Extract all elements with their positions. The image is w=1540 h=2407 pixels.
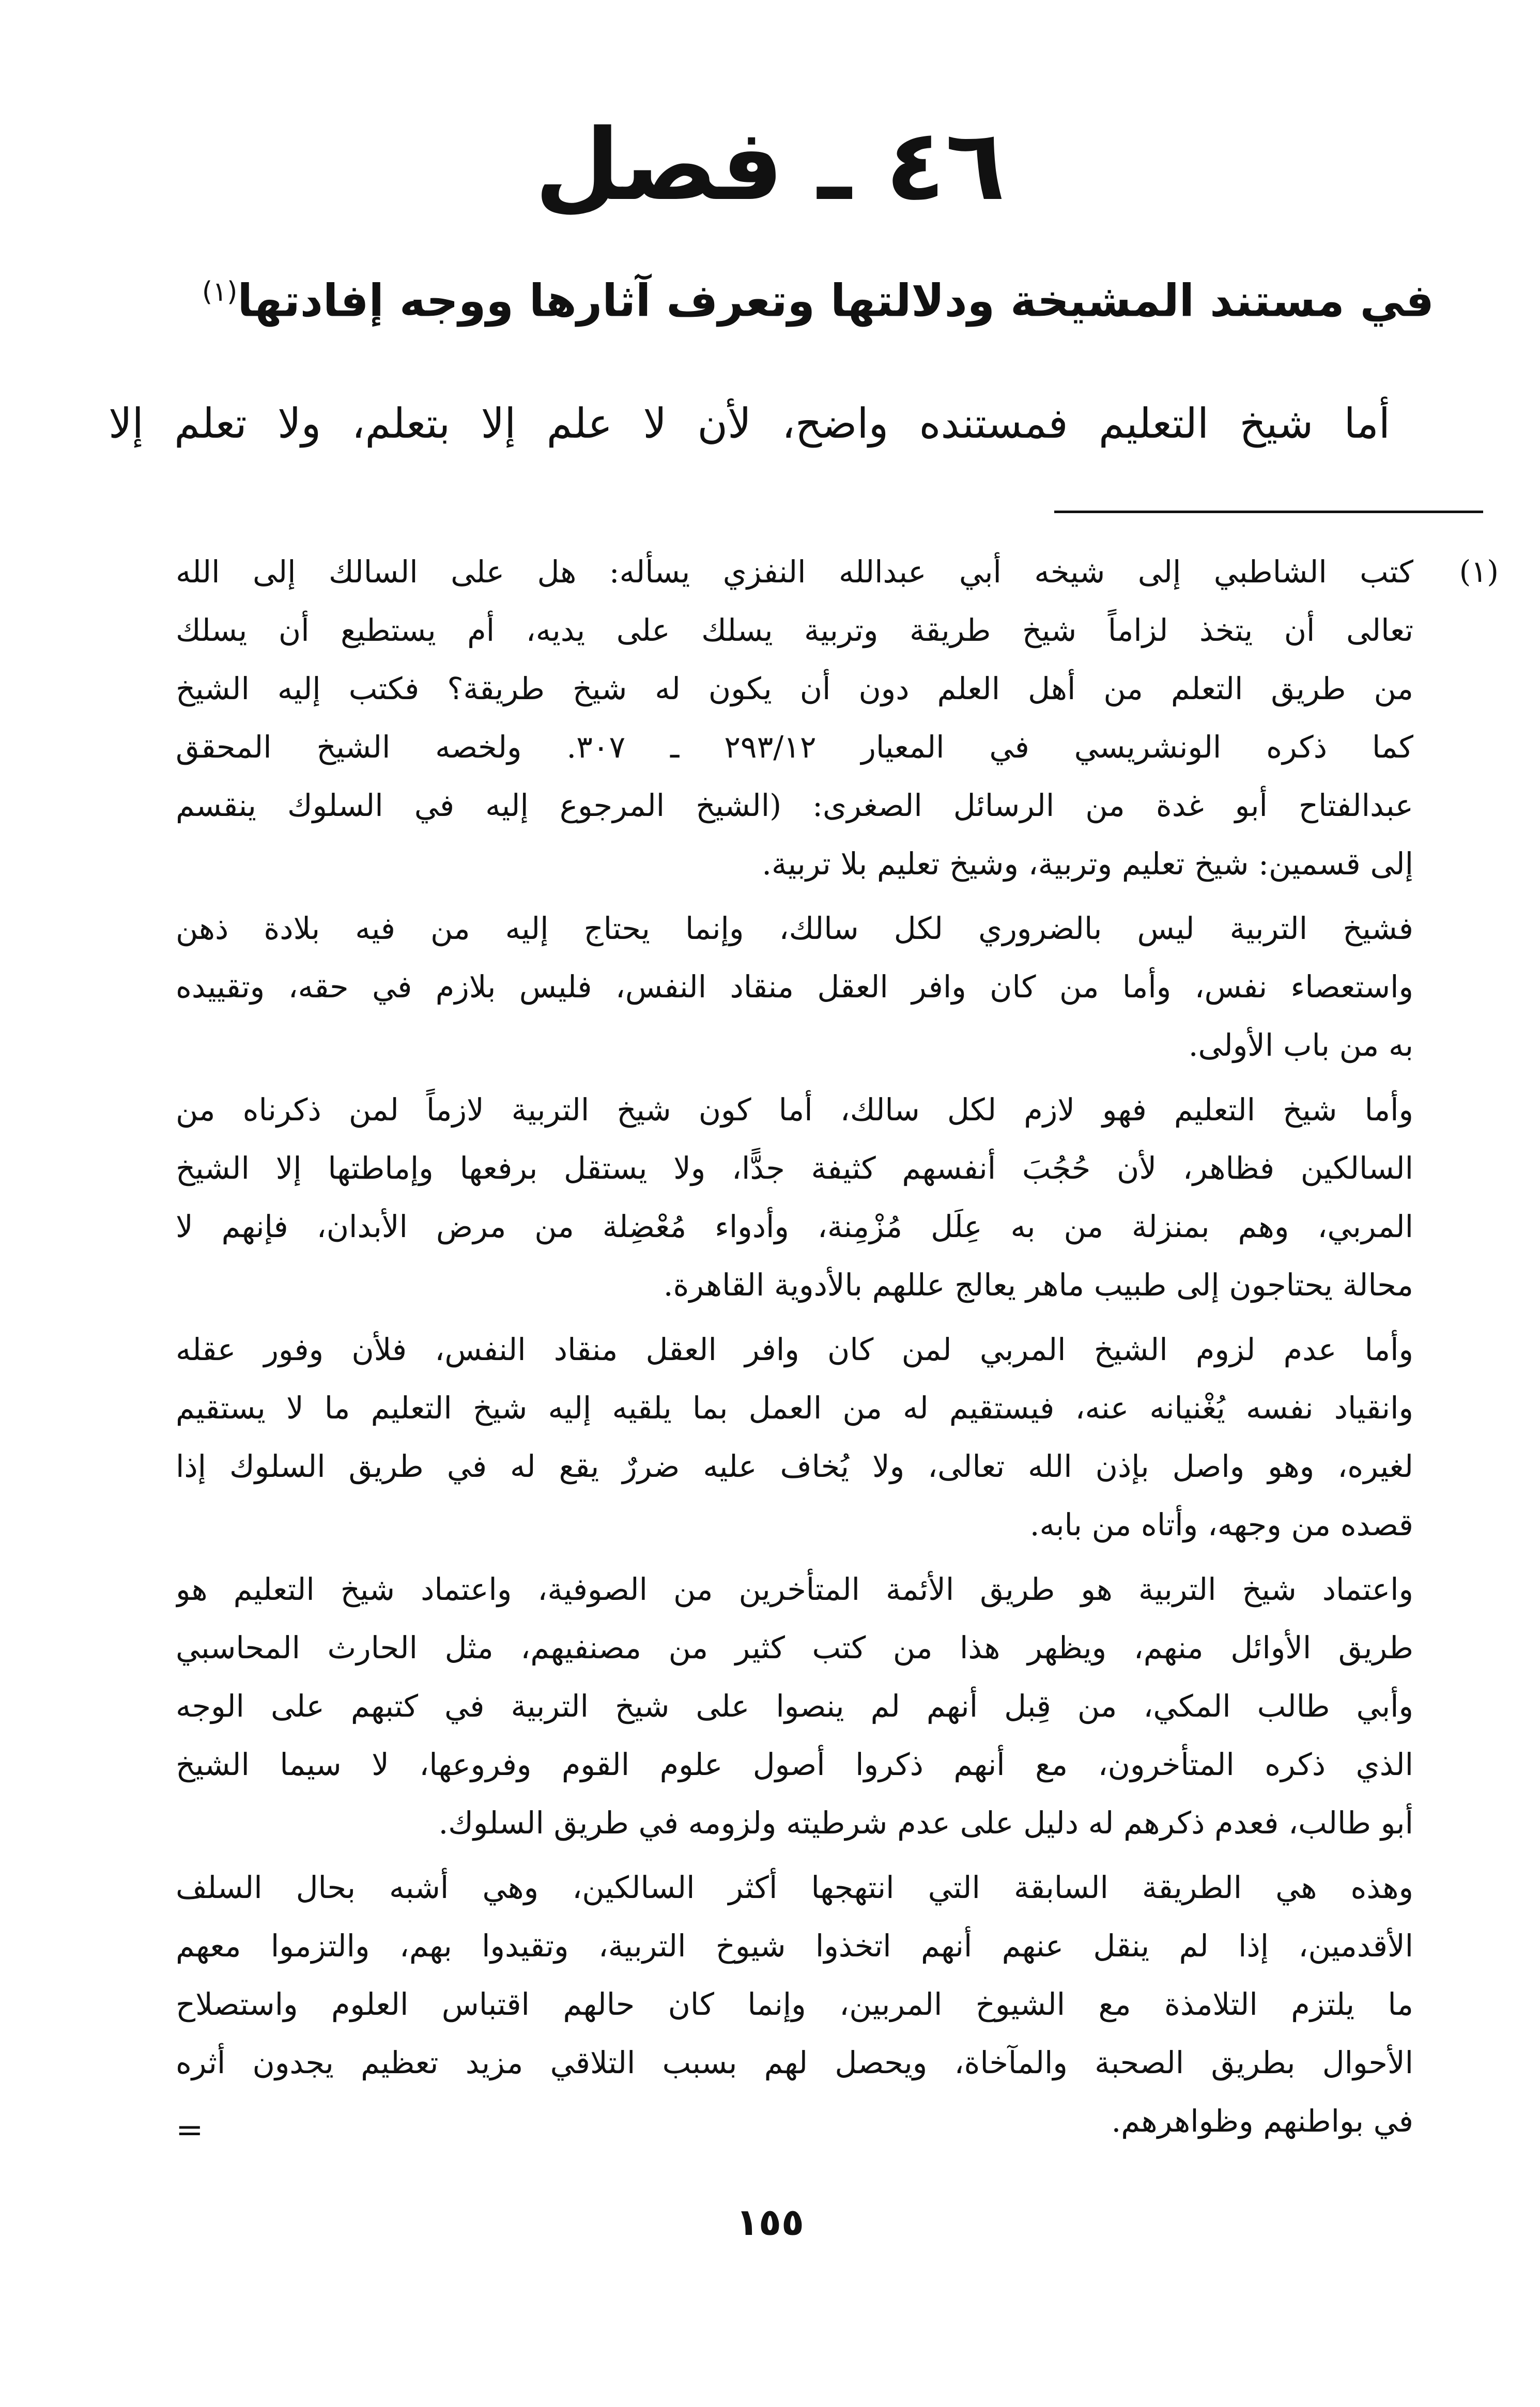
page-number: ١٥٥ (736, 2200, 804, 2244)
footnote-line: من طريق التعلم من أهل العلم دون أن يكون له شيخ طريقة؟ فكتب إليه الشيخ (176, 671, 1413, 706)
footnote-line: وأما شيخ التعليم فهو لازم لكل سالك، أما كون شيخ التربية لازماً لمن ذكرناه من (176, 1092, 1413, 1128)
footnote-line: طريق الأوائل منهم، ويظهر هذا من كتب كثير من مصنفيهم، مثل الحارث المحاسبي (176, 1630, 1413, 1665)
footnote-line: المربي، وهم بمنزلة من به عِلَل مُزْمِنة، وأدواء مُعْضِلة من مرض الأبدان، فإنهم لا (176, 1209, 1413, 1244)
footnote-line: واستعصاء نفس، وأما من كان وافر العقل منقاد النفس، فليس بلازم في حقه، وتقييده (176, 969, 1413, 1005)
footnote-line: كتب الشاطبي إلى شيخه أبي عبدالله النفزي يسأله: هل على السالك إلى الله (176, 554, 1413, 590)
footnote-line: وانقياد نفسه يُغْنيانه عنه، فيستقيم له من العمل بما يلقيه إليه شيخ التعليم ما لا يستقيم (176, 1390, 1413, 1426)
footnote-reference: (١) (202, 276, 238, 307)
footnote-line: في بواطنهم وظواهرهم. (1111, 2103, 1413, 2139)
footnote-line: وهذه هي الطريقة السابقة التي انتهجها أكثر السالكين، وهي أشبه بحال السلف (176, 1870, 1413, 1905)
section-title: ٤٦ ـ فصل (534, 108, 1006, 222)
footnote-line: أبو طالب، فعدم ذكرهم له دليل على عدم شرطيته ولزومه في طريق السلوك. (438, 1805, 1413, 1841)
subtitle-text: في مستند المشيخة ودلالتها وتعرف آثارها ووجه إفادتها (237, 275, 1434, 327)
footnote-line: وأبي طالب المكي، من قِبل أنهم لم ينصوا على شيخ التربية في كتبهم على الوجه (176, 1688, 1413, 1724)
footnote-line: فشيخ التربية ليس بالضروري لكل سالك، وإنما يحتاج إليه من فيه بلادة ذهن (176, 911, 1413, 946)
footnote-line: ما يلتزم التلامذة مع الشيوخ المربين، وإنما كان حالهم اقتباس العلوم واستصلاح (176, 1986, 1413, 2022)
footnote-line: تعالى أن يتخذ لزاماً شيخ طريقة وتربية يسلك على يديه، أم يستطيع أن يسلك (176, 612, 1413, 648)
footnote-marker: (١) (1459, 554, 1499, 589)
footnote-line: محالة يحتاجون إلى طبيب ماهر يعالج عللهم بالأدوية القاهرة. (663, 1267, 1413, 1303)
footnote-line: واعتماد شيخ التربية هو طريق الأئمة المتأخرين من الصوفية، واعتماد شيخ التعليم هو (176, 1571, 1413, 1607)
footnote-line: الأحوال بطريق الصحبة والمآخاة، ويحصل لهم بسبب التلاقي مزيد تعظيم يجدون أثره (176, 2045, 1413, 2080)
footnote-line: الأقدمين، إذا لم ينقل عنهم أنهم اتخذوا شيوخ التربية، وتقيدوا بهم، والتزموا معهم (176, 1928, 1413, 1964)
section-subtitle (106, 256, 1434, 337)
footnote-paragraph (176, 1081, 1413, 1314)
footnote-divider (1054, 511, 1483, 513)
body-text: أما شيخ التعليم فمستنده واضح، لأن لا علم إلا بتعلم، ولا تعلم إلا (109, 399, 1390, 448)
footnote-paragraph (176, 543, 1413, 893)
continuation-mark: = (176, 2111, 204, 2149)
footnote-line: الذي ذكره المتأخرون، مع أنهم ذكروا أصول علوم القوم وفروعها، لا سيما الشيخ (176, 1747, 1413, 1782)
footnote-line: به من باب الأولى. (1188, 1027, 1413, 1063)
footnote-line: لغيره، وهو واصل بإذن الله تعالى، ولا يُخاف عليه ضررٌ يقع له في طريق السلوك إذا (176, 1448, 1413, 1484)
footnote-paragraph (176, 1320, 1413, 1554)
footnote-line: عبدالفتاح أبو غدة من الرسائل الصغرى: (الشيخ المرجوع إليه في السلوك ينقسم (176, 788, 1413, 823)
footnote-paragraph (176, 1560, 1413, 1852)
footnote-line: قصده من وجهه، وأتاه من بابه. (1029, 1507, 1413, 1542)
footnote-line: إلى قسمين: شيخ تعليم وتربية، وشيخ تعليم بلا تربية. (762, 846, 1413, 882)
footnote-paragraph (176, 899, 1413, 1074)
footnote-line: وأما عدم لزوم الشيخ المربي لمن كان وافر العقل منقاد النفس، فلأن وفور عقله (176, 1332, 1413, 1367)
footnote-paragraph (176, 1858, 1413, 2150)
footnote-line: السالكين فظاهر، لأن حُجُبَ أنفسهم كثيفة جدًّا، ولا يستقل برفعها وإماطتها إلا الشيخ (176, 1150, 1413, 1186)
footnote (176, 543, 1413, 2156)
footnote-line: كما ذكره الونشريسي في المعيار ٢٩٣/١٢ ـ ٣٠٧. ولخصه الشيخ المحقق (176, 729, 1413, 765)
